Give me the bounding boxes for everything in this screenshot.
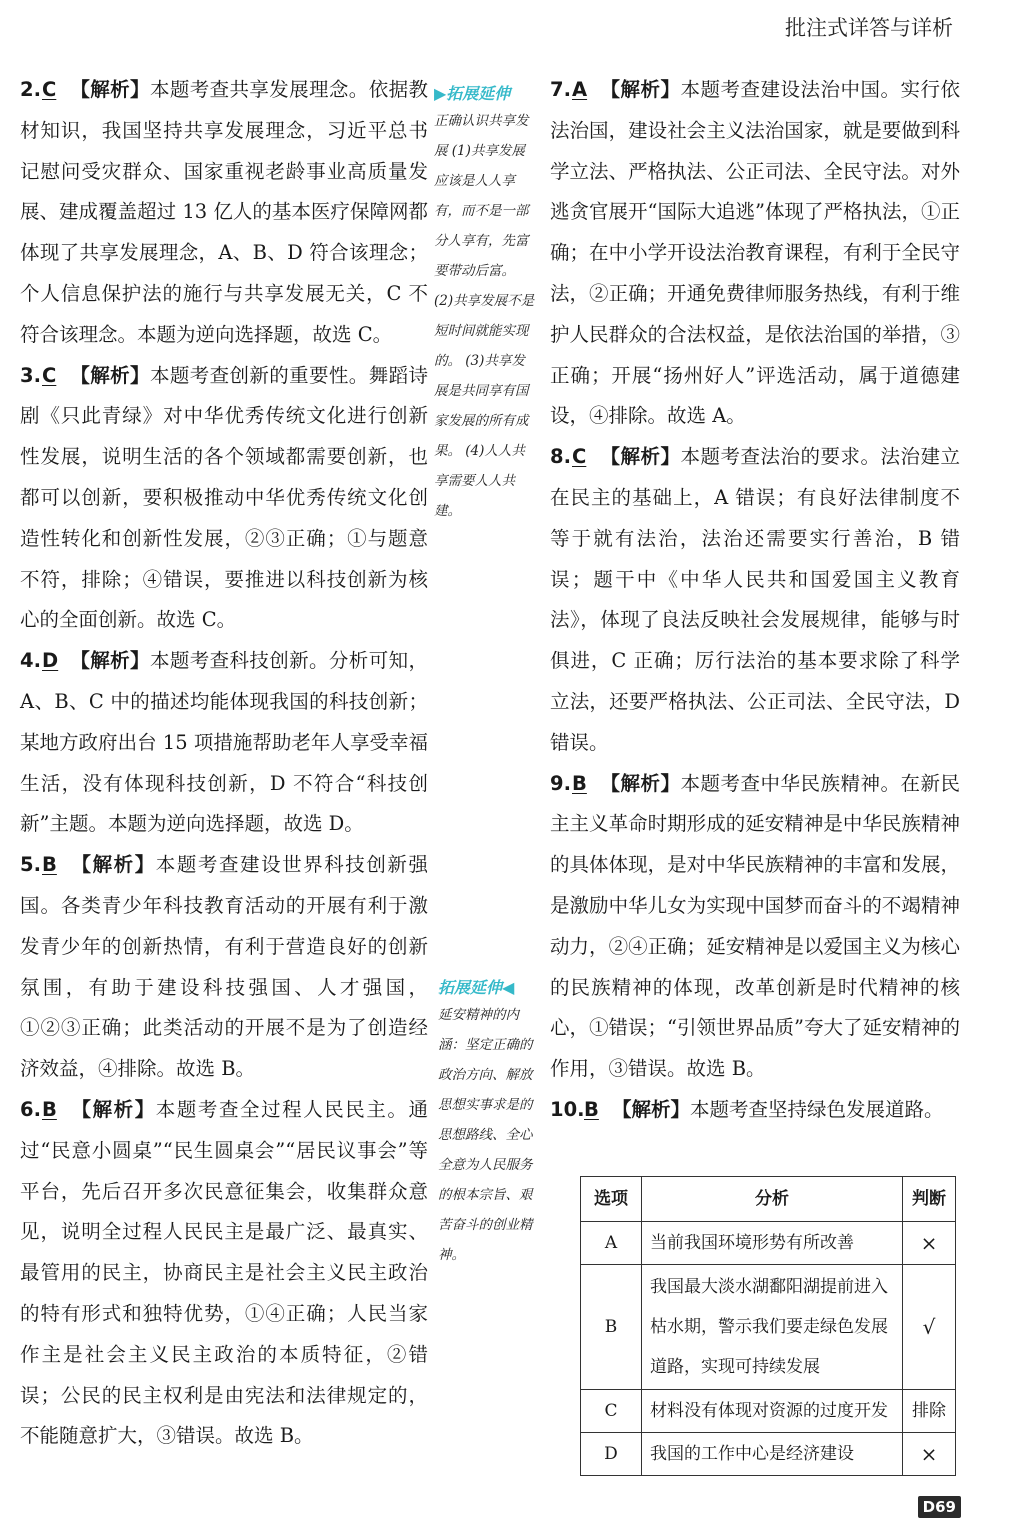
answer-item-6 — [20, 1090, 428, 1457]
analysis-text: 本题考查共享发展理念。依据教材知识，我国坚持共享发展理念，习近平总书记慰问受灾群众、国家重视老龄事业高质量发展、建成覆盖超过 13 亿人的基本医疗保障网都体现了共享发展理念，A、B、D 符合该理念；个人信息保护法的施行与共享发展无关，C 不符合该理念。本题为逆向选择题，故选 C。 — [20, 78, 428, 346]
answer-letter: B — [42, 1097, 57, 1121]
answer-letter: B — [42, 853, 57, 877]
header-option: 选项 — [581, 1177, 642, 1222]
analysis-text: 本题考查建设世界科技创新强国。各类青少年科技教育活动的开展有利于激发青少年的创新热情，有利于营造良好的创新氛围，有助于建设科技强国、人才强国，①②③正确；此类活动的开展不是为了创造经济效益，④排除。故选 B。 — [20, 853, 428, 1081]
answer-letter: A — [572, 78, 588, 101]
answer-item-9 — [550, 764, 960, 1090]
answer-letter: B — [584, 1097, 599, 1121]
answer-item-10 — [550, 1090, 960, 1131]
table-header-row — [581, 1177, 956, 1222]
analysis-tag: 【解析】 — [600, 78, 681, 101]
analysis-tag: 【解析】 — [70, 78, 150, 101]
table-row — [581, 1433, 956, 1476]
answer-letter: C — [42, 363, 57, 387]
question-number: 2. — [20, 78, 41, 101]
question-number: 6. — [20, 1097, 41, 1121]
judgement-cell: √ — [903, 1265, 956, 1390]
judgement-cell: 排除 — [903, 1390, 956, 1433]
table-row — [581, 1390, 956, 1433]
sidenote-yanan-spirit — [438, 976, 540, 1270]
analysis-tag: 【解析】 — [600, 771, 681, 795]
analysis-tag: 【解析】 — [600, 445, 681, 469]
page-number: D69 — [918, 1496, 961, 1518]
sidenote-title: 拓展延伸◀ — [438, 978, 515, 997]
sidenote-text: 延安精神的内涵：坚定正确的政治方向、解放思想实事求是的思想路线、全心全意为人民服务的根本宗旨、艰苦奋斗的创业精神。 — [438, 1007, 533, 1263]
judgement-cell: × — [903, 1222, 956, 1265]
analysis-tag: 【解析】 — [70, 649, 150, 673]
analysis-cell: 我国最大淡水湖鄱阳湖提前进入枯水期，警示我们要走绿色发展道路，实现可持续发展 — [642, 1265, 903, 1390]
question-number: 8. — [550, 445, 571, 469]
judgement-cell: × — [903, 1433, 956, 1476]
answer-item-4 — [20, 641, 428, 845]
table-row — [581, 1265, 956, 1390]
analysis-table — [580, 1176, 956, 1476]
analysis-text: 本题考查全过程人民民主。通过“民意小圆桌”“民生圆桌会”“居民议事会”等平台，先后召开多次民意征集会，收集群众意见，说明全过程人民民主是最广泛、最真实、最管用的民主，协商民主是社会主义民主政治的特有形式和独特优势，①④正确；人民当家作主是社会主义民主政治的本质特征，②错误；公民的民主权利是由宪法和法律规定的，不能随意扩大，③错误。故选 B。 — [20, 1097, 428, 1448]
analysis-text: 本题考查建设法治中国。实行依法治国，建设社会主义法治国家，就是要做到科学立法、严格执法、公正司法、全民守法。对外逃贪官展开“国际大追逃”体现了严格执法，①正确；在中小学开设法治教育课程，有利于全民守法，②正确；开通免费律师服务热线，有利于维护人民群众的合法权益，是依法治国的举措，③正确；开展“扬州好人”评选活动，属于道德建设，④排除。故选 A。 — [550, 78, 960, 428]
option-cell: A — [581, 1222, 642, 1265]
analysis-text: 本题考查创新的重要性。舞蹈诗剧《只此青绿》对中华优秀传统文化进行创新性发展，说明生活的各个领域都需要创新，也都可以创新，要积极推动中华优秀传统文化创造性转化和创新性发展，②③正确；①与题意不符，排除；④错误，要推进以科技创新为核心的全面创新。故选 C。 — [20, 363, 428, 632]
question-number: 10. — [550, 1097, 585, 1121]
answer-item-8 — [550, 437, 960, 763]
question-number: 3. — [20, 363, 41, 387]
analysis-cell: 我国的工作中心是经济建设 — [642, 1433, 903, 1476]
analysis-text: 本题考查中华民族精神。在新民主主义革命时期形成的延安精神是中华民族精神的具体体现，是对中华民族精神的丰富和发展，是激励中华儿女为实现中国梦而奋斗的不竭精神动力，②④正确；延安精神是以爱国主义为核心的民族精神的体现，改革创新是时代精神的核心，①错误；“引领世界品质”夸大了延安精神的作用，③错误。故选 B。 — [550, 771, 960, 1081]
answer-letter: C — [572, 445, 587, 469]
question-number: 5. — [20, 853, 41, 877]
question-number: 4. — [20, 649, 41, 673]
header-judgement: 判断 — [903, 1177, 956, 1222]
question-number: 7. — [550, 78, 571, 101]
answer-item-7 — [550, 70, 960, 437]
option-cell: C — [581, 1390, 642, 1433]
question-number: 9. — [550, 771, 571, 795]
analysis-tag: 【解析】 — [612, 1097, 691, 1121]
analysis-text: 本题考查科技创新。分析可知，A、B、C 中的描述均能体现我国的科技创新；某地方政府出台 15 项措施帮助老年人享受幸福生活，没有体现科技创新，D 不符合“科技创新”主题。本题为逆向选择题，故选 D。 — [20, 649, 428, 836]
analysis-tag: 【解析】 — [70, 363, 150, 387]
analysis-tag: 【解析】 — [70, 1097, 156, 1121]
analysis-cell: 当前我国环境形势有所改善 — [642, 1222, 903, 1265]
left-column — [20, 70, 428, 1457]
analysis-text: 本题考查坚持绿色发展道路。 — [690, 1097, 944, 1121]
answer-item-5 — [20, 845, 428, 1090]
sidenote-text: 正确认识共享发展 (1)共享发展应该是人人享有，而不是一部分人享有，先富要带动后富。 (2)共享发展不是短时间就能实现的。 (3)共享发展是共同享有国家发展的所有成果。 (4)人人共享需要人人共建。 — [434, 113, 535, 519]
answer-letter: D — [42, 649, 59, 673]
table-row — [581, 1222, 956, 1265]
sidenote-title: ▶拓展延伸 — [434, 84, 511, 103]
answer-item-2 — [20, 70, 428, 356]
analysis-cell: 材料没有体现对资源的过度开发 — [642, 1390, 903, 1433]
sidenote-shared-development — [434, 82, 536, 526]
option-cell: D — [581, 1433, 642, 1476]
answer-letter: C — [42, 78, 57, 101]
analysis-tag: 【解析】 — [70, 853, 156, 877]
option-cell: B — [581, 1265, 642, 1390]
answer-item-3 — [20, 356, 428, 642]
header-analysis: 分析 — [642, 1177, 903, 1222]
right-column — [550, 70, 960, 1131]
page-header: 批注式详答与详析 — [785, 16, 953, 40]
answer-letter: B — [572, 771, 587, 795]
analysis-text: 本题考查法治的要求。法治建立在民主的基础上，A 错误；有良好法律制度不等于就有法治，法治还需要实行善治，B 错误；题干中《中华人民共和国爱国主义教育法》，体现了良法反映社会发展规律，能够与时俱进，C 正确；厉行法治的基本要求除了科学立法，还要严格执法、公正司法、全民守法，D 错误。 — [550, 445, 960, 754]
